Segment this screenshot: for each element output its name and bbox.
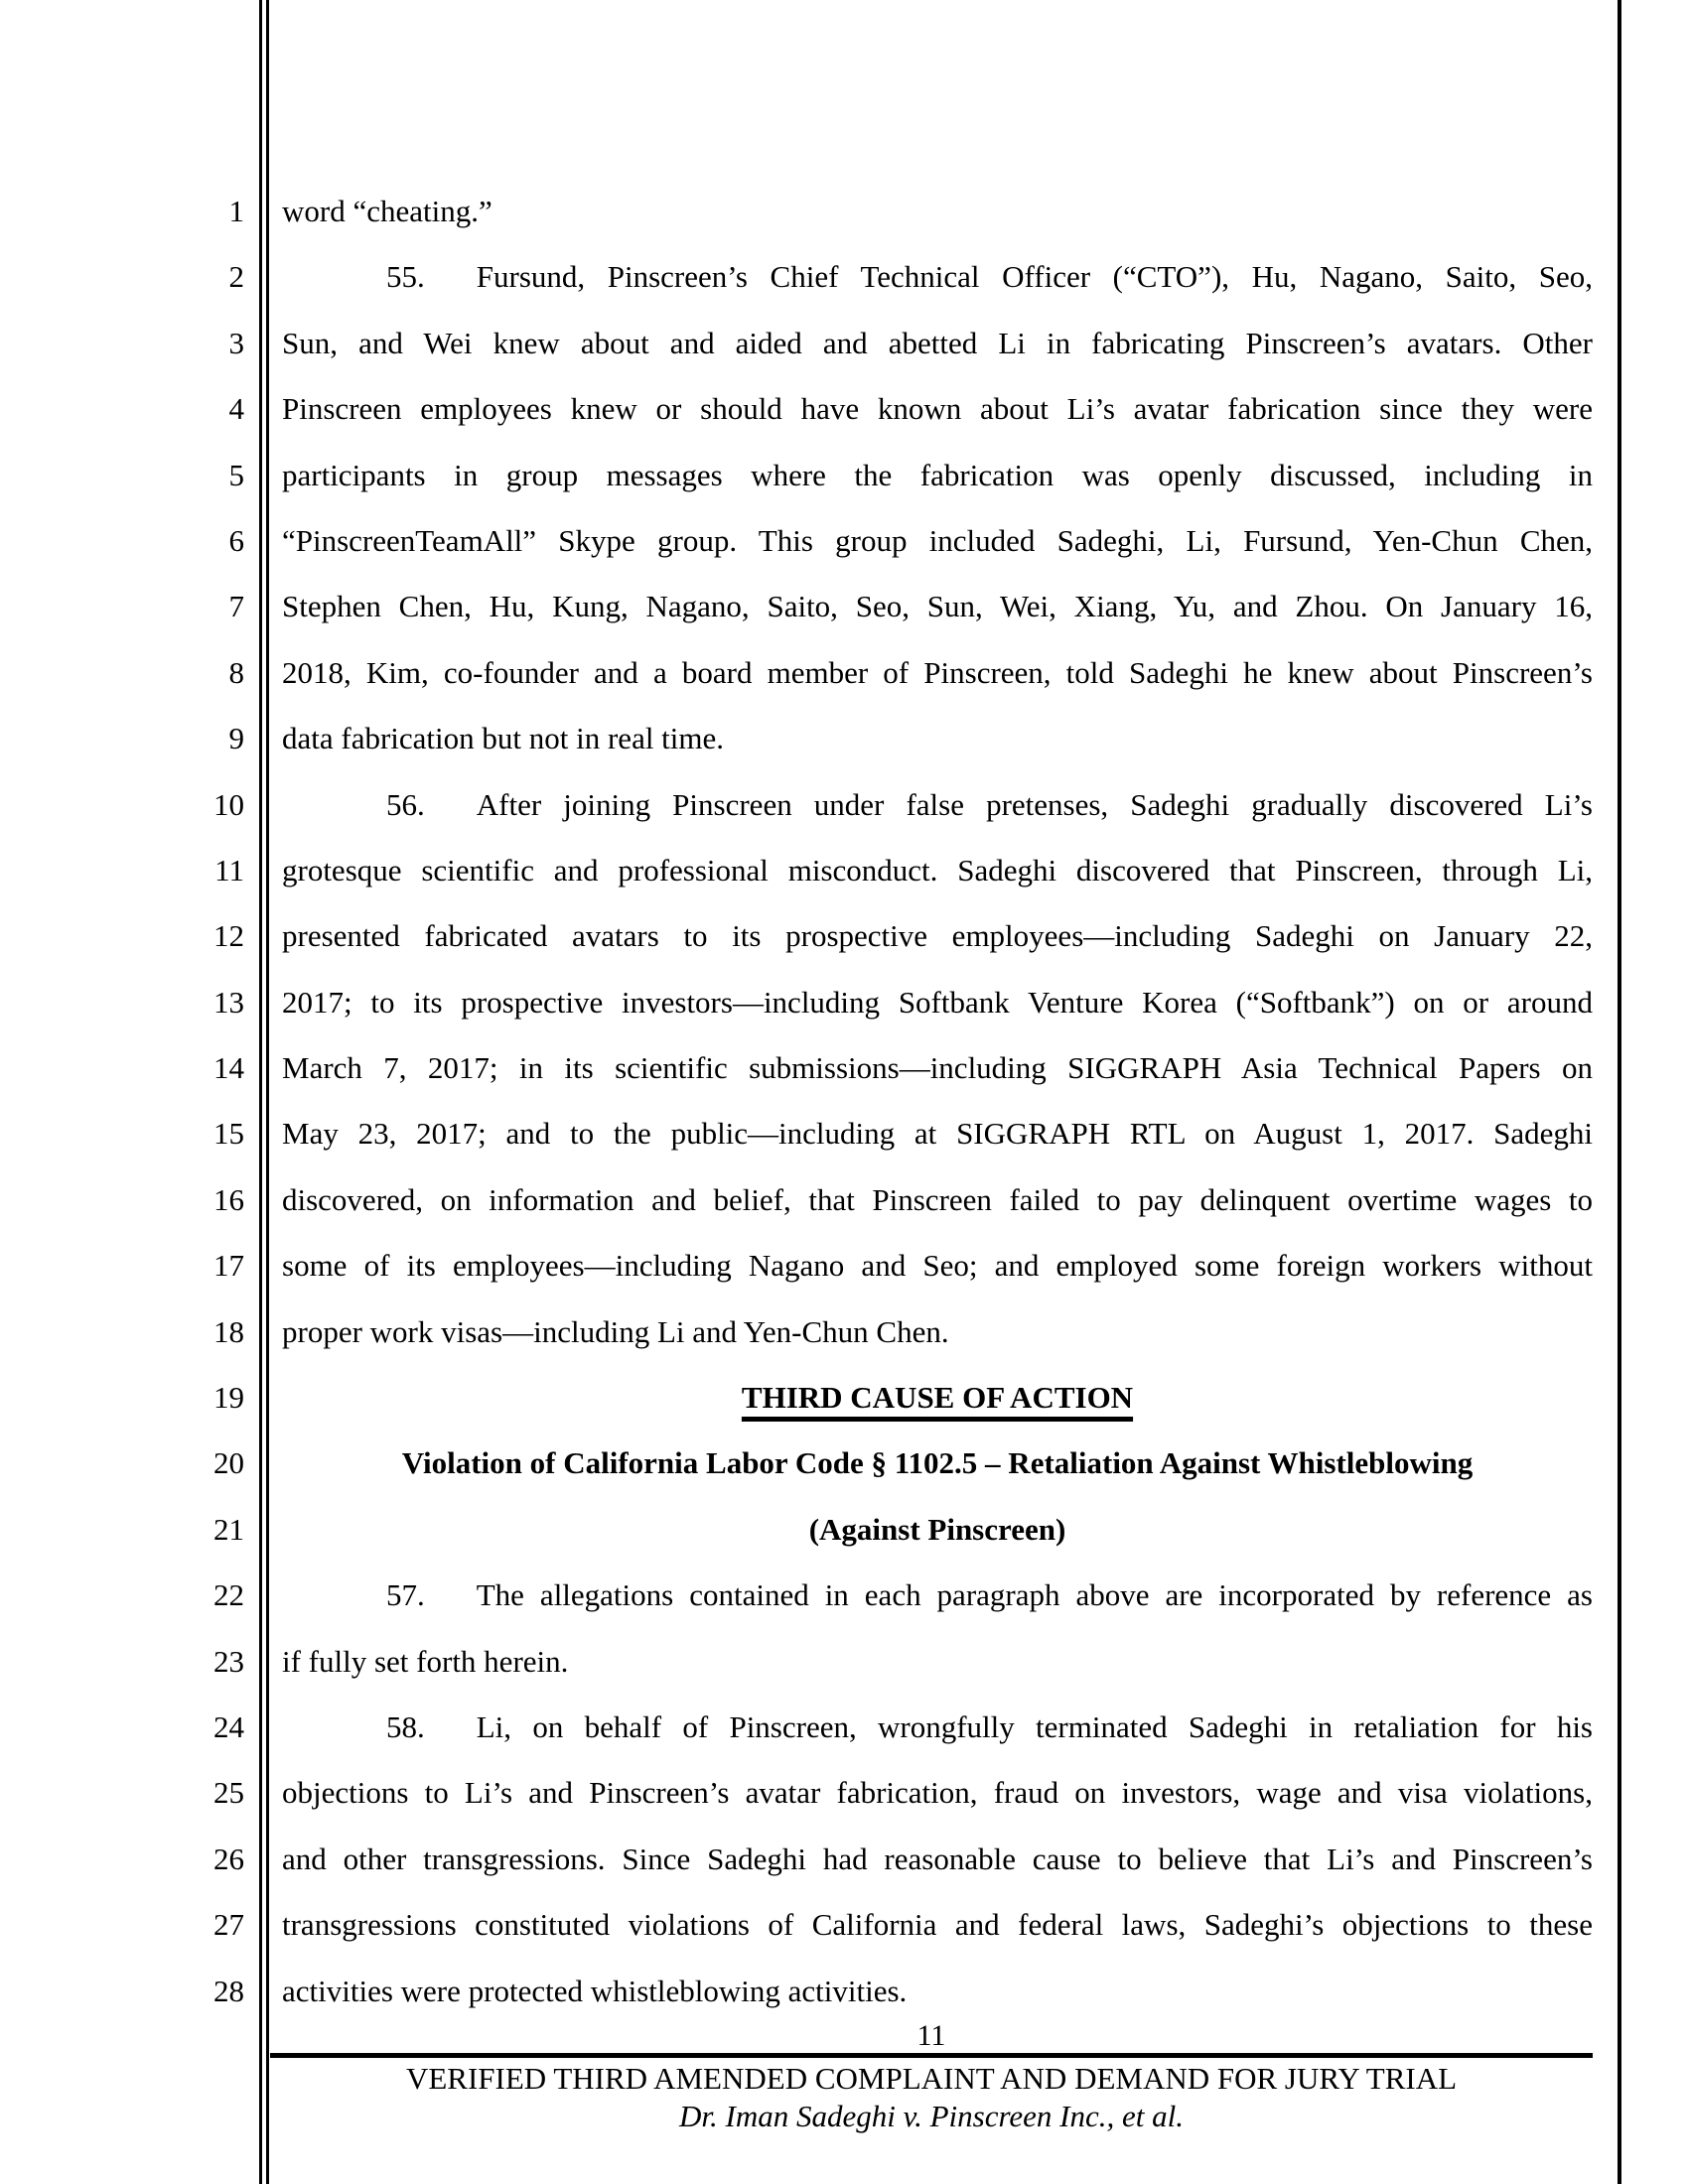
line-text: and other transgressions. Since Sadeghi had reasonable cause to believe that Li’s and Pinscreen’s [282,1841,1593,1876]
page-number: 11 [916,2019,946,2052]
line-text: (Against Pinscreen) [808,1511,1066,1547]
line-text: March 7, 2017; in its scientific submissions—including SIGGRAPH Asia Technical Papers on [282,1050,1593,1086]
line-number: 25 [213,1775,244,1811]
pleading-line [0,1233,1688,1298]
line-number: 16 [213,1181,244,1217]
line-number: 14 [213,1050,244,1086]
line-number: 21 [213,1511,244,1547]
line-number: 22 [213,1577,244,1613]
pleading-line [0,970,1688,1035]
line-number: 9 [228,721,244,756]
pleading-line [0,1827,1688,1892]
pleading-line [0,706,1688,771]
line-number: 23 [213,1643,244,1679]
pleading-line [0,1101,1688,1166]
pleading-line [0,1959,1688,2024]
pleading-line [0,311,1688,376]
line-text: 2018, Kim, co-founder and a board member of Pinscreen, told Sadeghi he knew about Pinscreen’s [282,654,1593,690]
line-number: 10 [213,786,244,822]
line-number: 11 [214,852,244,887]
line-text: “PinscreenTeamAll” Skype group. This group included Sadeghi, Li, Fursund, Yen-Chun Chen, [282,522,1593,558]
line-text: Sun, and Wei knew about and aided and abetted Li in fabricating Pinscreen’s avatars. Other [282,325,1593,360]
line-number: 27 [213,1907,244,1943]
line-number: 20 [213,1445,244,1481]
line-number: 28 [213,1973,244,2008]
pleading-body [0,179,1688,2024]
line-text: transgressions constituted violations of California and federal laws, Sadeghi’s objections to these [282,1907,1593,1943]
paragraph-number: 57. [386,1577,425,1613]
line-number: 2 [228,259,244,295]
pleading-line [0,838,1688,903]
pleading-line [0,1497,1688,1563]
pleading-line [0,1365,1688,1431]
line-number: 13 [213,984,244,1020]
line-text: presented fabricated avatars to its prospective employees—including Sadeghi on January 22, [282,918,1593,954]
line-number: 17 [213,1248,244,1284]
line-text: objections to Li’s and Pinscreen’s avatar fabrication, fraud on investors, wage and visa violations, [282,1775,1593,1811]
pleading-line [0,244,1688,310]
pleading-line [0,1299,1688,1365]
paragraph-number: 56. [386,786,425,822]
line-text: activities were protected whistleblowing activities. [282,1973,908,2008]
pleading-line [0,1760,1688,1826]
line-number: 15 [213,1116,244,1152]
pleading-line [0,508,1688,574]
line-number: 6 [228,522,244,558]
line-text: data fabrication but not in real time. [282,721,725,756]
line-text: word “cheating.” [282,194,492,228]
line-text: discovered, on information and belief, that Pinscreen failed to pay delinquent overtime wages to [282,1181,1593,1217]
line-number: 12 [213,918,244,954]
line-text: 58. Li, on behalf of Pinscreen, wrongfully terminated Sadeghi in retaliation for his [386,1708,1593,1744]
line-text: grotesque scientific and professional misconduct. Sadeghi discovered that Pinscreen, through Li, [282,852,1593,887]
line-text: 2017; to its prospective investors—including Softbank Venture Korea (“Softbank”) on or around [282,984,1593,1020]
footer-case-name: Dr. Iman Sadeghi v. Pinscreen Inc., et al. [679,2099,1184,2133]
pleading-line [0,772,1688,838]
pleading-line [0,443,1688,508]
pleading-line [0,1695,1688,1760]
line-number: 5 [228,457,244,492]
pleading-line [0,1167,1688,1233]
pleading-line [0,1035,1688,1101]
line-number: 18 [213,1313,244,1349]
line-text: some of its employees—including Nagano and Seo; and employed some foreign workers without [282,1248,1593,1284]
line-text: 57. The allegations contained in each paragraph above are incorporated by reference as [386,1577,1593,1613]
pleading-line [0,179,1688,244]
pleading-line [0,1629,1688,1695]
pleading-line [0,1431,1688,1496]
line-text: if fully set forth herein. [282,1643,569,1679]
pleading-line [0,1892,1688,1958]
pleading-line [0,640,1688,706]
pleading-line [0,1563,1688,1628]
line-text [282,1365,1593,1431]
line-number: 1 [228,194,244,228]
line-text: Pinscreen employees knew or should have known about Li’s avatar fabrication since they were [282,391,1593,427]
line-number: 3 [228,325,244,360]
line-text: Stephen Chen, Hu, Kung, Nagano, Saito, Seo, Sun, Wei, Xiang, Yu, and Zhou. On January 16, [282,589,1593,624]
heading-underline: THIRD CAUSE OF ACTION [741,1380,1134,1416]
pleading-line [0,376,1688,442]
line-number: 26 [213,1841,244,1876]
line-text: 55. Fursund, Pinscreen’s Chief Technical Officer (“CTO”), Hu, Nagano, Saito, Seo, [386,259,1593,295]
line-number: 19 [213,1380,244,1416]
line-number: 24 [213,1708,244,1744]
pleading-line [0,574,1688,639]
line-text: Violation of California Labor Code § 1102.5 – Retaliation Against Whistleblowing [401,1445,1474,1481]
footer-rule [270,2053,1593,2058]
paragraph-number: 55. [386,259,425,295]
paragraph-number: 58. [386,1708,425,1744]
footer-title: VERIFIED THIRD AMENDED COMPLAINT AND DEMAND FOR JURY TRIAL [405,2061,1458,2096]
line-number: 7 [228,589,244,624]
line-text: 56. After joining Pinscreen under false pretenses, Sadeghi gradually discovered Li’s [386,786,1593,822]
line-text: May 23, 2017; and to the public—including at SIGGRAPH RTL on August 1, 2017. Sadeghi [282,1116,1593,1152]
line-text: participants in group messages where the fabrication was openly discussed, including in [282,457,1593,492]
line-number: 4 [228,391,244,427]
line-text: proper work visas—including Li and Yen-Chun Chen. [282,1313,949,1349]
line-number: 8 [228,654,244,690]
pleading-line [0,903,1688,969]
